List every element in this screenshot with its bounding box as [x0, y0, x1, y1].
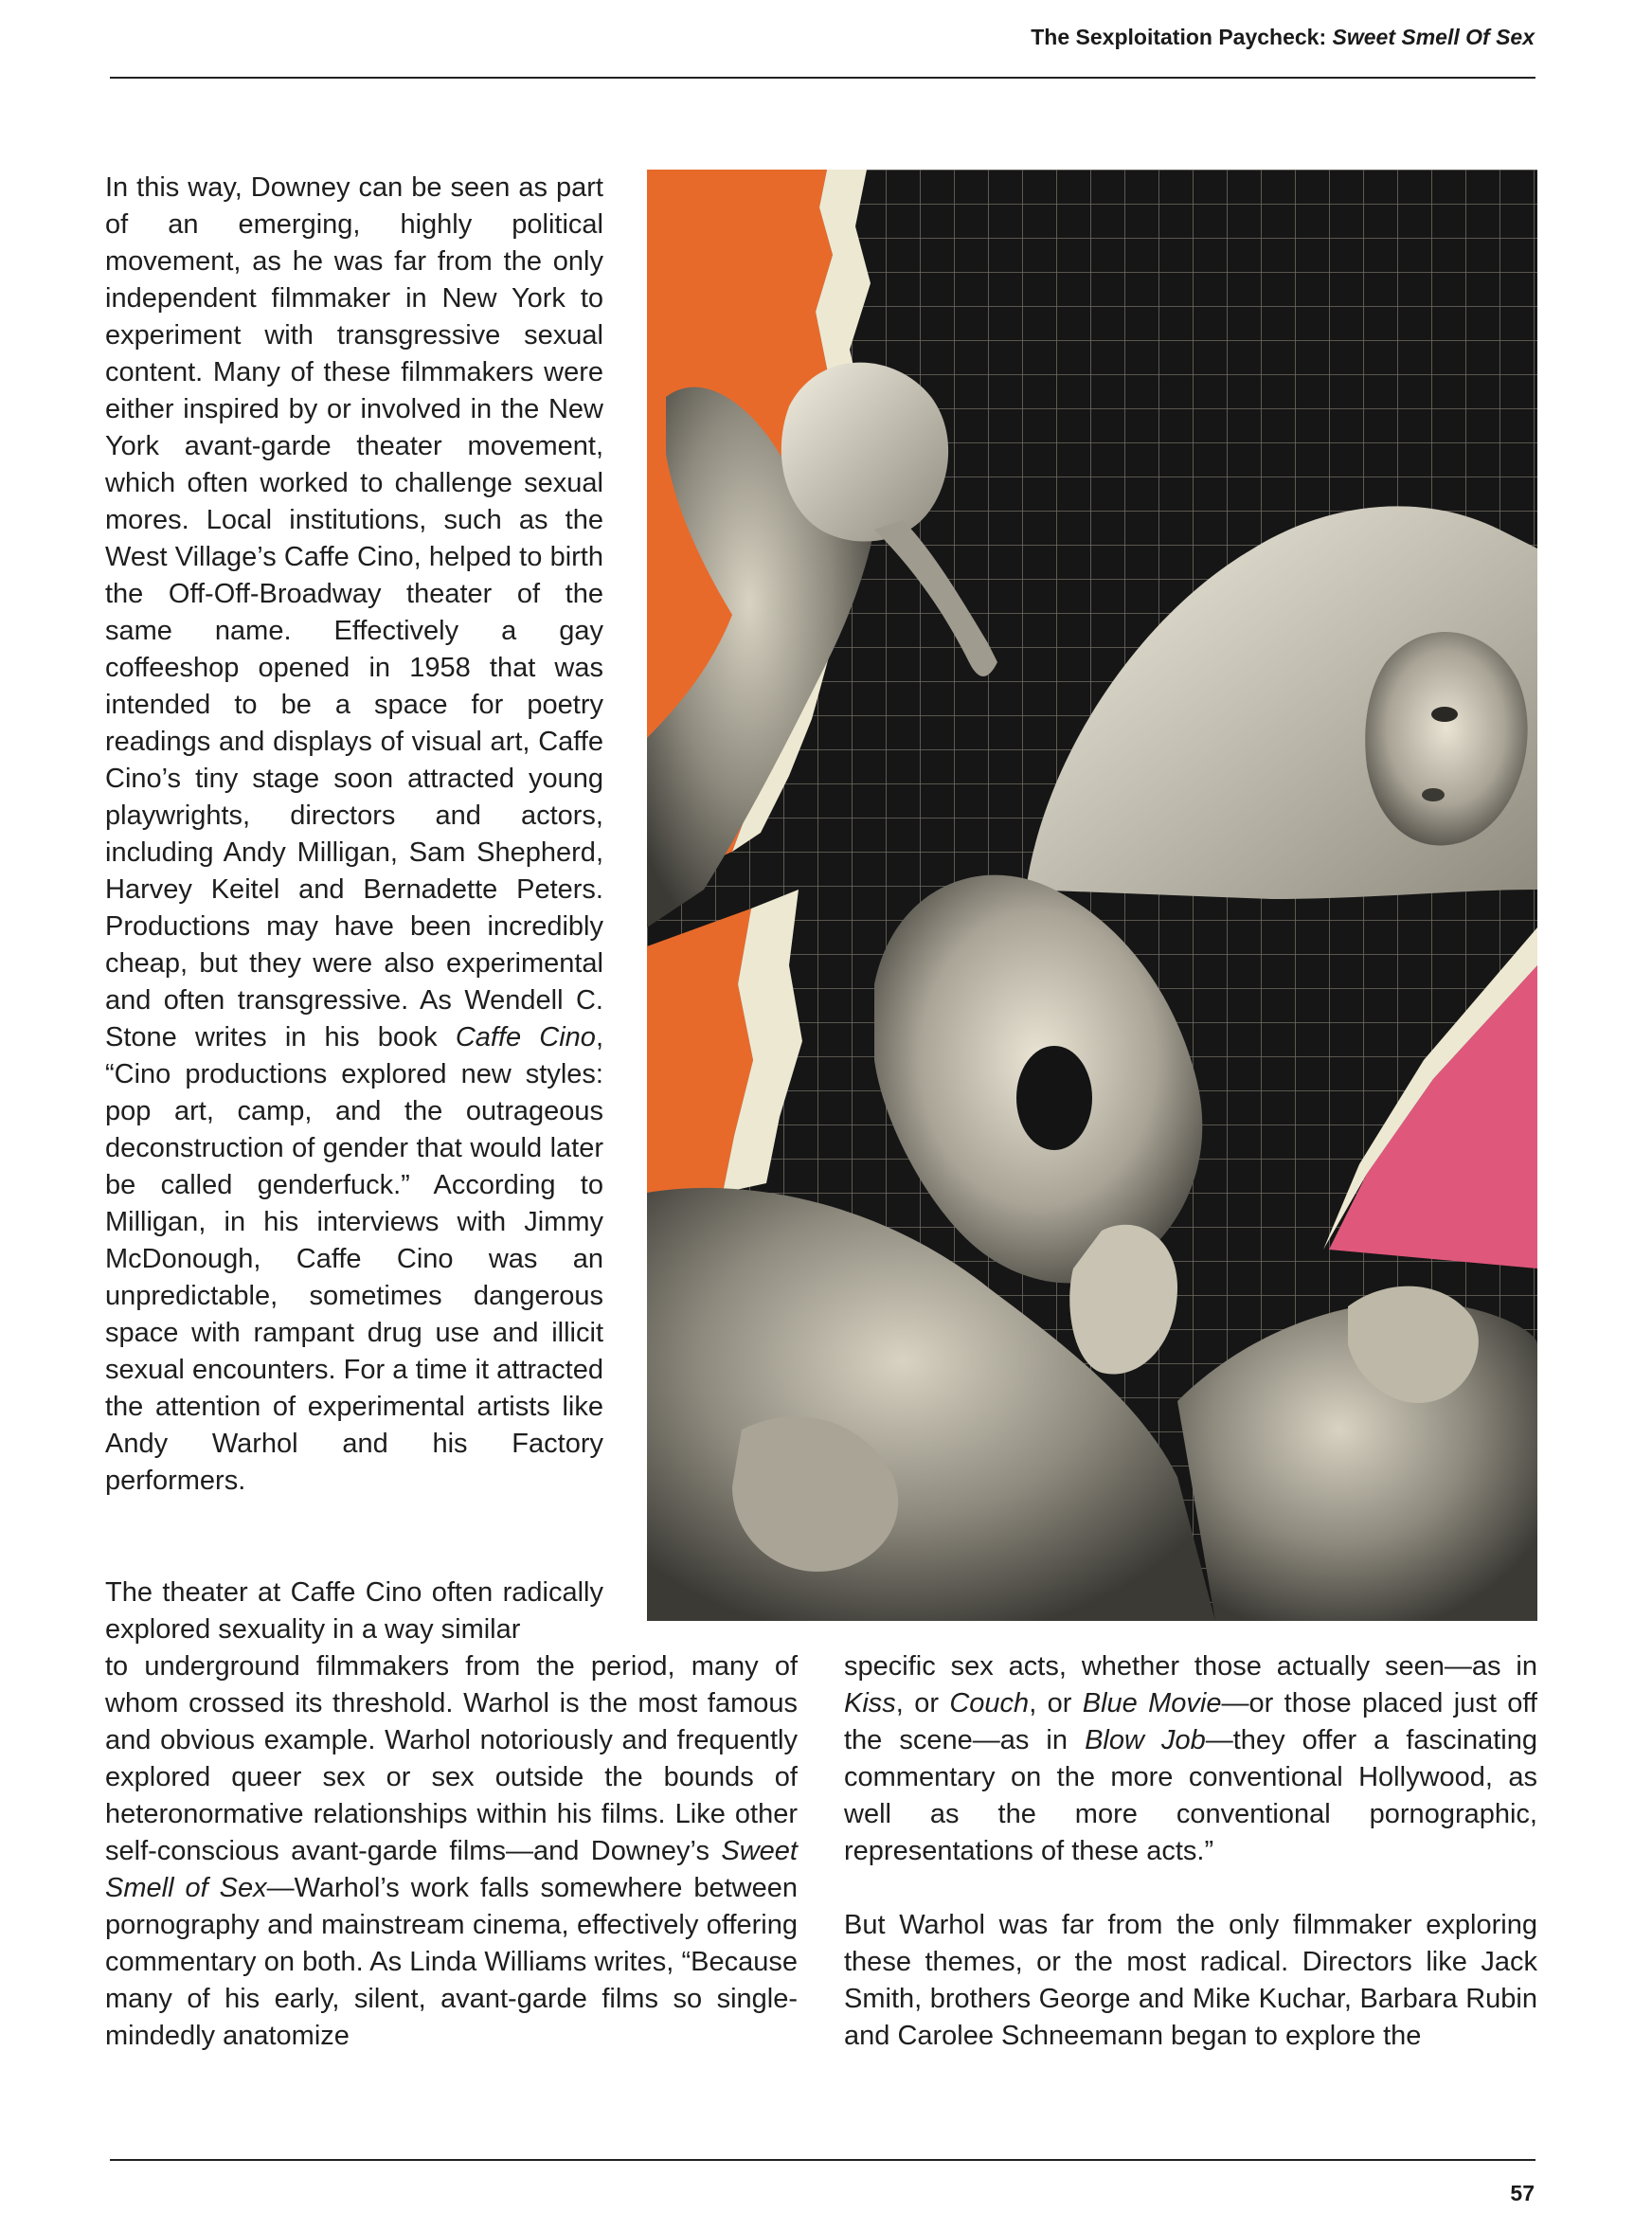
paragraph-text: , or [895, 1688, 950, 1718]
collage-artwork [647, 170, 1537, 1621]
paragraph-theater-continued [105, 1648, 798, 2055]
header-rule [110, 77, 1535, 79]
right-column [844, 1648, 1537, 2055]
footer-rule [110, 2159, 1535, 2161]
paragraph-text: to underground filmmakers from the period, many of whom crossed its threshold. Warhol is the most famous and obvious example. Warhol notoriously and frequently explored queer sex or sex outside the bounds of heteronormative relationships within his films. Like other self-conscious avant-garde films—and Downey’s [105, 1651, 798, 1866]
lower-face-shadow [1016, 1046, 1092, 1150]
book-title: Caffe Cino [455, 1022, 596, 1053]
paragraph-other-filmmakers: But Warhol was far from the only filmmaker exploring these themes, or the most radical. Directors like Jack Smith, brothers George and Mike Kuchar, Barbara Rubin and Carolee Schneemann began to explore the [844, 1910, 1537, 2051]
paragraph-text: In this way, Downey can be seen as part of an emerging, highly political movement, as he was far from the only independent filmmaker in New York to experiment with transgressive sexual content. Many of these filmmakers were either inspired by or involved in the New York avant-garde theater movement, which often worked to challenge sexual mores. Local institutions, such as the West Village’s Caffe Cino, helped to birth the Off-Off-Broadway theater of the same name. Effectively a gay coffeeshop opened in 1958 that was intended to be a space for poetry readings and displays of visual art, Caffe Cino’s tiny stage soon attracted young playwrights, directors and actors, including Andy Milligan, Sam Shepherd, Harvey Keitel and Bernadette Peters. Productions may have been incredibly cheap, but they were also experimental and often transgressive. As Wendell C. Stone writes in his book [105, 172, 603, 1053]
page-number: 57 [1510, 2181, 1535, 2205]
paragraph-text: , “Cino productions explored new styles: pop art, camp, and the outrageous deconstruction of gender that would later be called genderfuck.” According to Milligan, in his interviews with Jimmy McDonough, Caffe Cino was an unpredictable, sometimes dangerous space with rampant drug use and illicit sexual encounters. For a time it attracted the attention of experimental artists like Andy Warhol and his Factory performers. [105, 1022, 604, 1496]
paragraph-text: —or those placed just off the scene—as in [844, 1688, 1537, 1755]
paragraph-text: , or [1029, 1688, 1083, 1718]
running-title: The Sexploitation Paycheck: [1031, 25, 1327, 49]
running-title-italic: Sweet Smell Of Sex [1332, 25, 1535, 49]
running-head [1031, 25, 1535, 50]
paragraph-theater-start: The theater at Caffe Cino often radically explored sexuality in a way similar [105, 1577, 603, 1645]
paragraph-warhol-acts [844, 1648, 1537, 1870]
paragraph-caffe-cino [105, 170, 603, 1500]
woman-mouth [1422, 788, 1445, 801]
paragraph-text: —Warhol’s work falls somewhere between pornography and mainstream cinema, effectively offering commentary on both. As Linda Williams writes, “Because many of his early, silent, avant-garde films so single-mindedly anatomize [105, 1873, 798, 2051]
woman-eye [1431, 707, 1458, 722]
paragraph-text: specific sex acts, whether those actually seen—as in [844, 1651, 1537, 1682]
film-title: Blue Movie [1082, 1688, 1222, 1718]
film-title: Couch [949, 1688, 1030, 1718]
film-title: Sweet Smell of Sex [105, 1836, 798, 1903]
figure-hair [781, 363, 948, 542]
film-title: Kiss [844, 1688, 896, 1718]
collage-image [647, 170, 1537, 1621]
paragraph-text: —they offer a fascinating commentary on the more conventional Hollywood, as well as the more conventional pornographic, representations of these acts.” [844, 1725, 1538, 1866]
film-title: Blow Job [1085, 1725, 1206, 1755]
